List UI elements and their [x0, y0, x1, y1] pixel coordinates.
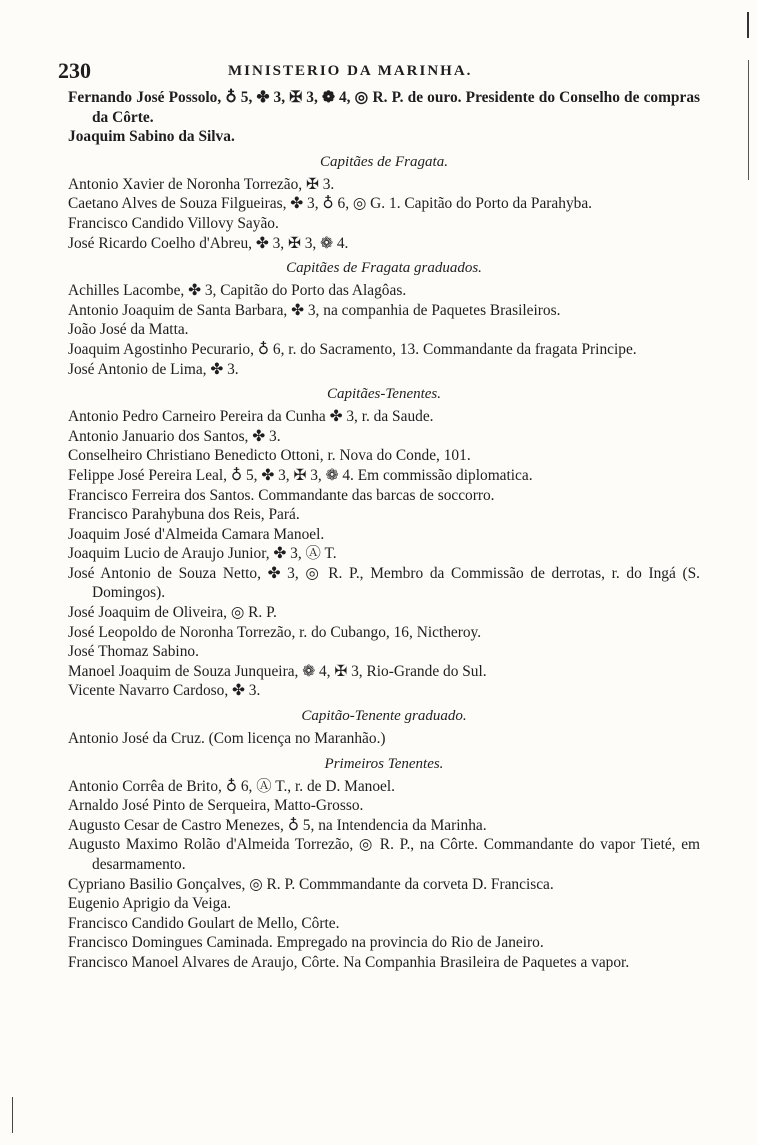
- roster-entry: Francisco Parahybuna dos Reis, Pará.: [68, 506, 300, 524]
- roster-entry: Joaquim Sabino da Silva.: [68, 128, 235, 146]
- roster-entry: José Antonio de Souza Netto, ✤ 3, ◎ R. P., Membro da Commissão de derrotas, r. do Ingá (S. Domingos).: [68, 564, 700, 602]
- scan-edge-mark: [12, 1097, 13, 1133]
- section-heading: Primeiros Tenentes.: [324, 755, 444, 772]
- section-heading: Capitães de Fragata graduados.: [286, 260, 482, 277]
- roster-entry: João José da Matta.: [68, 321, 189, 339]
- roster-entry: Francisco Candido Goulart de Mello, Côrte.: [68, 914, 340, 932]
- roster-entry: Achilles Lacombe, ✤ 3, Capitão do Porto das Alagôas.: [68, 282, 407, 300]
- roster-entry: Antonio Xavier de Noronha Torrezão, ✠ 3.: [68, 175, 335, 193]
- roster-entry: José Antonio de Lima, ✤ 3.: [68, 360, 239, 378]
- roster-entry: Antonio Januario dos Santos, ✤ 3.: [68, 427, 281, 445]
- roster-entry: Antonio Corrêa de Brito, ♁ 6, Ⓐ T., r. de D. Manoel.: [68, 777, 396, 795]
- roster-entry: Francisco Ferreira dos Santos. Commandante das barcas de soccorro.: [68, 486, 495, 504]
- roster-entry: Augusto Maximo Rolão d'Almeida Torrezão, ◎ R. P., na Côrte. Commandante do vapor Tieté, em desarmamento.: [68, 836, 700, 873]
- roster-entry: Joaquim Agostinho Pecurario, ♁ 6, r. do Sacramento, 13. Commandante da fragata Principe.: [68, 340, 637, 358]
- roster-entry: Francisco Domingues Caminada. Empregado na provincia do Rio de Janeiro.: [68, 934, 544, 952]
- roster-entry: Antonio Joaquim de Santa Barbara, ✤ 3, na companhia de Paquetes Brasileiros.: [68, 301, 561, 319]
- roster-entry: Antonio Pedro Carneiro Pereira da Cunha ✤ 3, r. da Saude.: [68, 408, 434, 426]
- roster-entry: José Leopoldo de Noronha Torrezão, r. do Cubango, 16, Nictheroy.: [68, 623, 482, 641]
- running-title: MINISTERIO DA MARINHA.: [228, 63, 473, 79]
- roster-entry: Joaquim José d'Almeida Camara Manoel.: [68, 525, 325, 543]
- scan-edge-mark: [748, 60, 749, 180]
- roster-entry: Fernando José Possolo, ♁ 5, ✤ 3, ✠ 3, ❁ 4, ◎ R. P. de ouro. Presidente do Conselho de compras da Côrte.: [68, 89, 700, 126]
- roster-entry: Manoel Joaquim de Souza Junqueira, ❁ 4, ✠ 3, Rio-Grande do Sul.: [68, 662, 487, 680]
- scan-edge-mark: [747, 12, 749, 38]
- roster-entry: José Joaquim de Oliveira, ◎ R. P.: [68, 604, 277, 622]
- roster-entry: Felippe José Pereira Leal, ♁ 5, ✤ 3, ✠ 3, ❁ 4. Em commissão diplomatica.: [68, 466, 533, 484]
- roster-entry: Augusto Cesar de Castro Menezes, ♁ 5, na Intendencia da Marinha.: [68, 816, 487, 834]
- roster-entry: Vicente Navarro Cardoso, ✤ 3.: [68, 682, 261, 700]
- section-heading: Capitães-Tenentes.: [326, 386, 442, 403]
- roster-entry: Francisco Candido Villovy Sayão.: [68, 214, 279, 232]
- roster-entry: Caetano Alves de Souza Filgueiras, ✤ 3, ♁ 6, ◎ G. 1. Capitão do Porto da Parahyba.: [68, 195, 593, 213]
- roster-entry: Eugenio Aprigio da Veiga.: [68, 895, 231, 913]
- roster-entry: Conselheiro Christiano Benedicto Ottoni, r. Nova do Conde, 101.: [68, 447, 471, 465]
- roster-entry: Francisco Manoel Alvares de Araujo, Côrte. Na Companhia Brasileira de Paquetes a vapor.: [68, 953, 630, 971]
- page-header: [58, 58, 698, 88]
- roster-entry: Cypriano Basilio Gonçalves, ◎ R. P. Commmandante da corveta D. Francisca.: [68, 875, 554, 893]
- roster-entry: José Thomaz Sabino.: [68, 643, 199, 661]
- roster-entry: Antonio José da Cruz. (Com licença no Maranhão.): [68, 730, 386, 748]
- roster-entry: Joaquim Lucio de Araujo Junior, ✤ 3, Ⓐ T.: [68, 545, 337, 563]
- section-heading: Capitão-Tenente graduado.: [301, 708, 467, 725]
- page-number: 230: [58, 58, 91, 83]
- section-heading: Capitães de Fragata.: [320, 153, 448, 170]
- roster-list: [68, 88, 700, 973]
- roster-entry: Arnaldo José Pinto de Serqueira, Matto-Grosso.: [68, 797, 364, 815]
- roster-entry: José Ricardo Coelho d'Abreu, ✤ 3, ✠ 3, ❁ 4.: [68, 234, 349, 252]
